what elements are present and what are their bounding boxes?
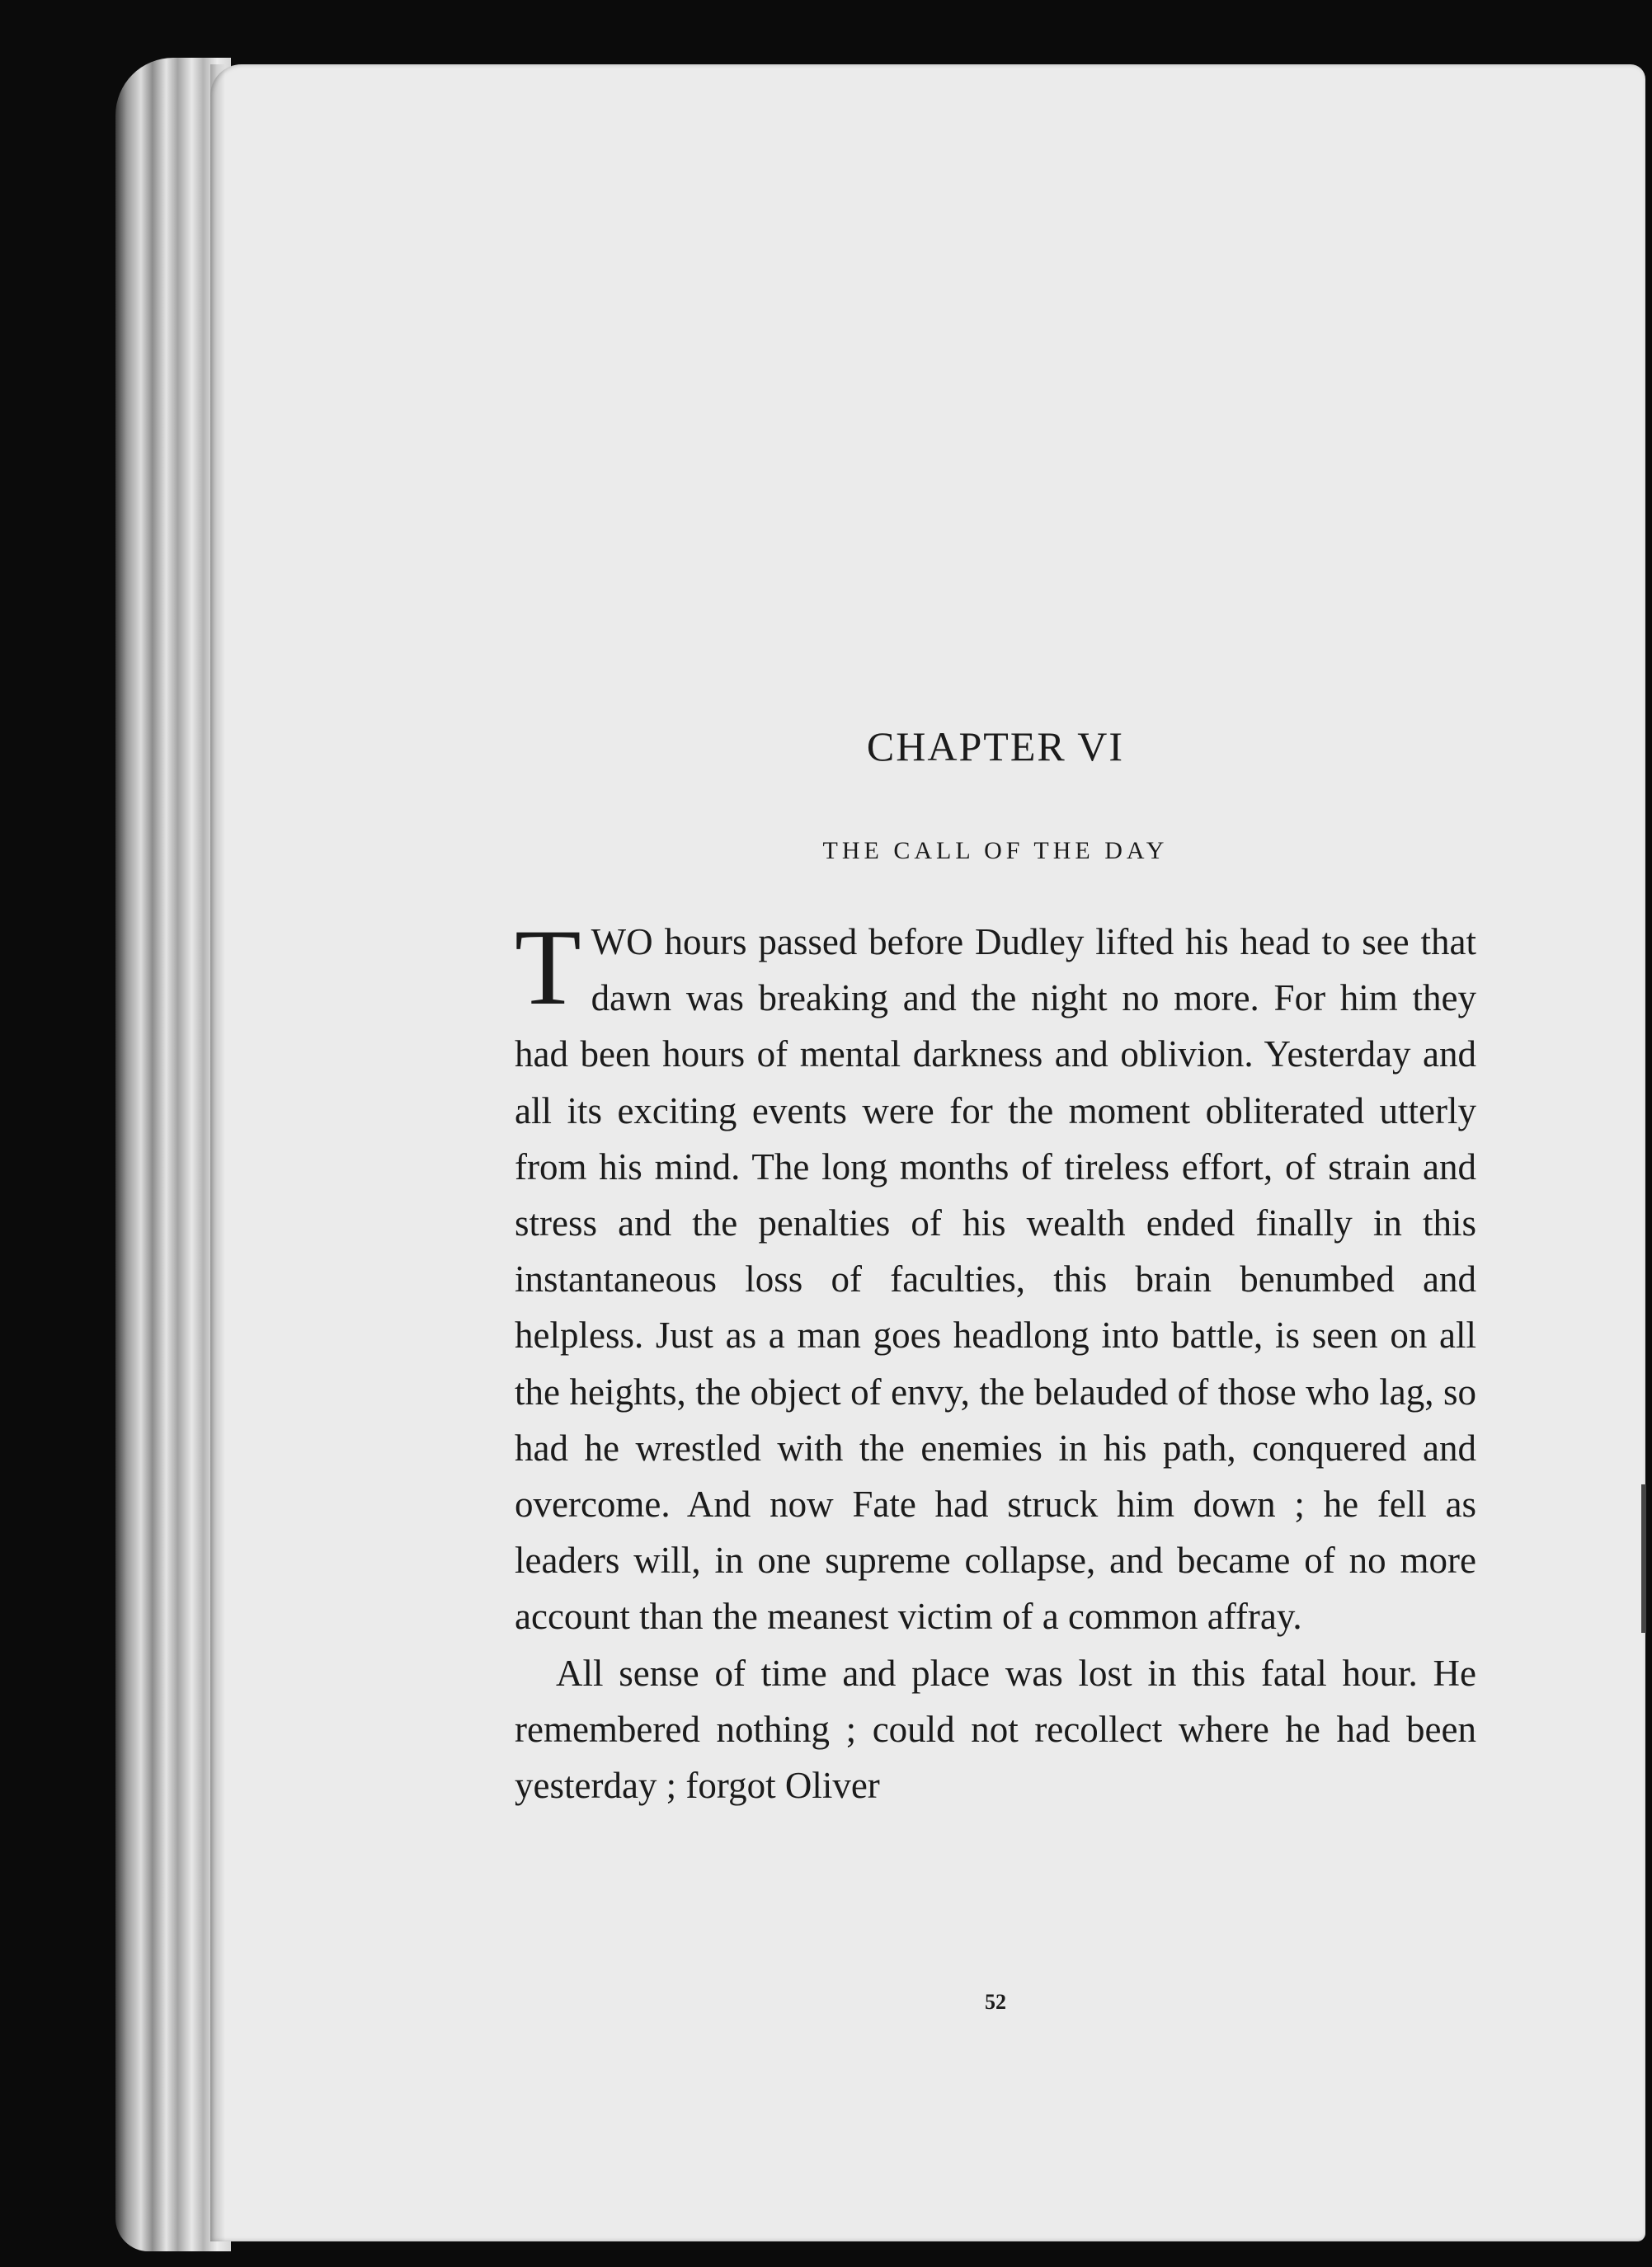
chapter-title: CHAPTER VI: [866, 723, 1125, 769]
body-text: [515, 906, 1476, 1813]
page-gutter-shadow: [210, 64, 225, 2241]
drop-cap: T: [515, 906, 581, 1028]
paragraph-2: All sense of time and place was lost in this fatal hour. He remembered nothing ; could not recollect where he had been yesterday ; forgot Oliver: [515, 1652, 1476, 1807]
page-number: 52: [985, 1990, 1006, 2014]
right-edge-mark: [1641, 1484, 1646, 1633]
paragraph-1: [515, 906, 1476, 1645]
paragraph-1-text: WO hours passed before Dudley lifted his head to see that dawn was breaking and the night no more. For him they had been hours of mental darkness and oblivion. Yesterday and all its exciting events were for the moment obliterated utterly from his mind. The long months of tireless effort, of strain and stress and the penalties of his wealth ended finally in this instantaneous loss of faculties, this brain benumbed and helpless. Just as a man goes headlong into battle, is seen on all the heights, the object of envy, the belauded of those who lag, so had he wrestled with the enemies in his path, conquered and overcome. And now Fate had struck him down ; he fell as leaders will, in one supreme collapse, and became of no more account than the meanest victim of a common affray.: [515, 921, 1476, 1638]
chapter-subtitle: THE CALL OF THE DAY: [822, 837, 1169, 864]
